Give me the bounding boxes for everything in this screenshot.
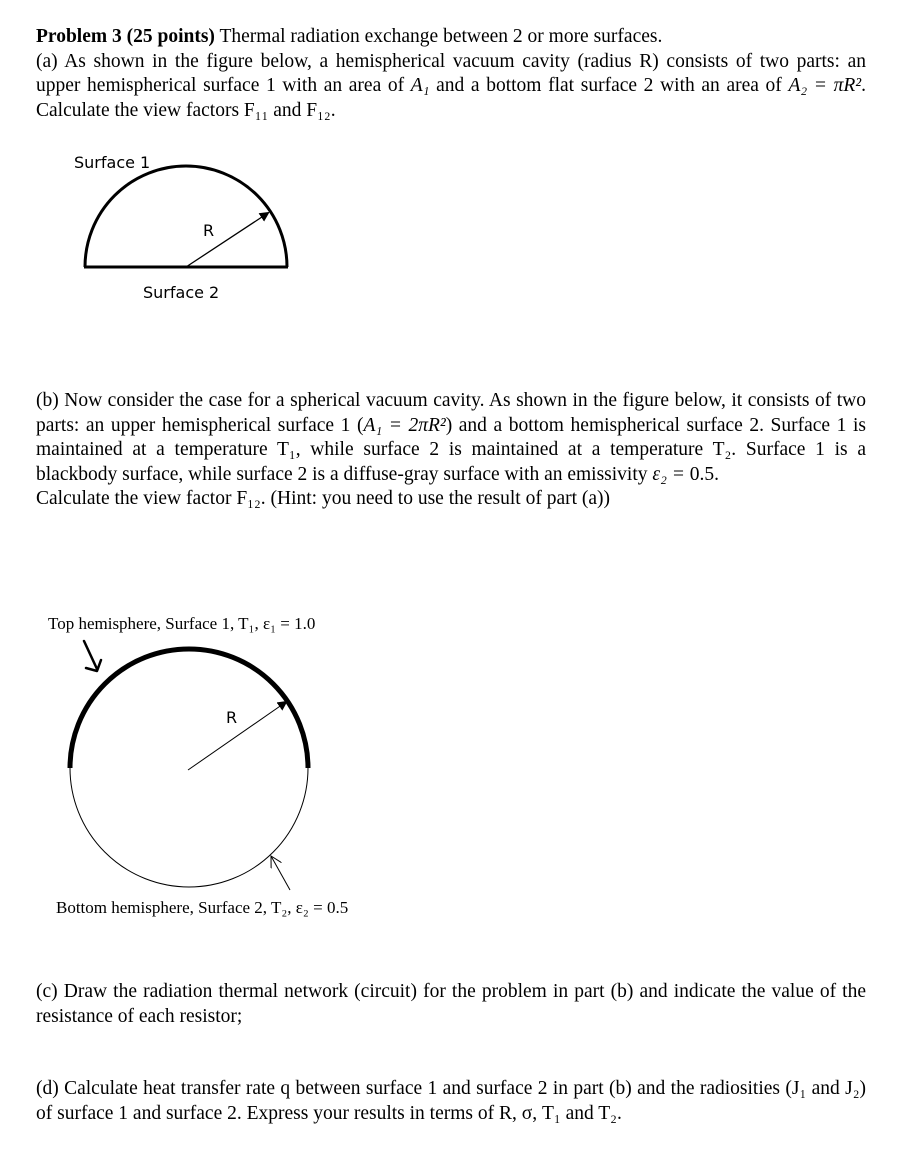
figure-b-radius-label: R bbox=[226, 708, 238, 727]
part-a-text-1: (a) As shown in the figure below, a hemispherical vacuum cavity (radius R) consists of two parts: an upper hemispherical surface 1 with an area of bbox=[36, 50, 866, 97]
surface-1-label: Surface 1 bbox=[74, 153, 151, 172]
bottom-hemisphere-label: Bottom hemisphere, Surface 2, T₂, ε₂ = 0.5 bbox=[56, 898, 349, 917]
surface-1-top-hemisphere bbox=[70, 649, 308, 768]
problem-heading-rest: Thermal radiation exchange between 2 or more surfaces. bbox=[214, 26, 663, 47]
part-a-area-1: A₁ bbox=[410, 75, 430, 97]
top-hemisphere-label: Top hemisphere, Surface 1, T₁, ε₁ = 1.0 bbox=[48, 614, 316, 633]
part-d-text: (d) Calculate heat transfer rate q between surface 1 and surface 2 in part (b) and the radiosities (J₁ and J₂) of surface 1 and surface 2. Express your results in terms of R, σ, T₁ and T₂. bbox=[36, 1078, 866, 1124]
part-b-area-1: A₁ = 2πR² bbox=[363, 414, 446, 436]
surface-2-bottom-hemisphere bbox=[70, 768, 308, 887]
bottom-pointer-arrow bbox=[271, 856, 290, 890]
part-a-text-3: . Calculate the view factors F₁₁ and F₁₂. bbox=[36, 75, 866, 121]
part-b-text-1: (b) Now consider the case for a spherical vacuum cavity. As shown in the figure below, it consists of two parts: an upper hemispherical surface 1 ( bbox=[36, 390, 866, 436]
part-a-area-2: A₂ = πR² bbox=[788, 75, 862, 97]
part-b-emissivity: ε₂ = bbox=[652, 463, 685, 485]
top-pointer-arrow bbox=[84, 641, 101, 671]
surface-2-label: Surface 2 bbox=[143, 283, 220, 302]
part-b-text-3: 0.5. bbox=[684, 463, 720, 485]
part-b-text-2: ) and a bottom hemispherical surface 2. Surface 1 is maintained at a temperature T₁, while surface 2 is maintained at a temperature T₂. Surface 1 is a blackbody surface, while surface 2 is a diffuse-gray surface with an emissivity bbox=[36, 414, 866, 485]
part-a-text-2: and a bottom flat surface 2 with an area of bbox=[429, 75, 789, 97]
part-b-line-2: Calculate the view factor F₁₂. (Hint: you need to use the result of part (a)) bbox=[36, 488, 611, 510]
part-c-text: (c) Draw the radiation thermal network (circuit) for the problem in part (b) and indicate the value of the resistance of each resistor; bbox=[36, 981, 866, 1027]
problem-heading: Problem 3 (25 points) bbox=[36, 26, 215, 47]
figure-a-radius-label: R bbox=[203, 221, 215, 240]
